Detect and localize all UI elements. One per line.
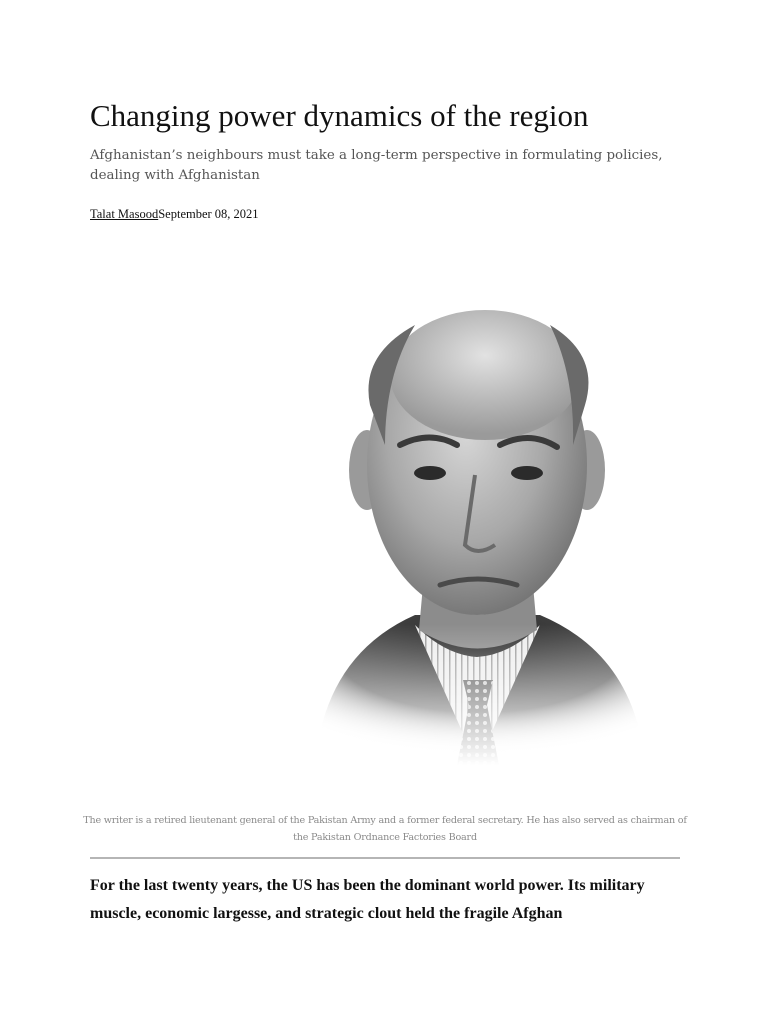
article-dek: Afghanistan’s neighbours must take a long-term perspective in formulating policies, dealing with Afghanistan	[90, 148, 663, 183]
lead-paragraph: For the last twenty years, the US has been the dominant world power. Its military muscle, economic largesse, and strategic clout held the fragile Afghan	[90, 877, 645, 922]
divider	[90, 857, 680, 859]
author-link[interactable]: Talat Masood	[90, 207, 159, 221]
portrait-caption: The writer is a retired lieutenant general of the Pakistan Army and a former federal secretary. He has also served as chairman of the Pakistan Ordnance Factories Board	[83, 815, 687, 843]
publish-date: September 08, 2021	[158, 207, 259, 221]
author-portrait	[305, 295, 650, 765]
article-headline: Changing power dynamics of the region	[90, 98, 589, 133]
byline	[90, 206, 259, 222]
